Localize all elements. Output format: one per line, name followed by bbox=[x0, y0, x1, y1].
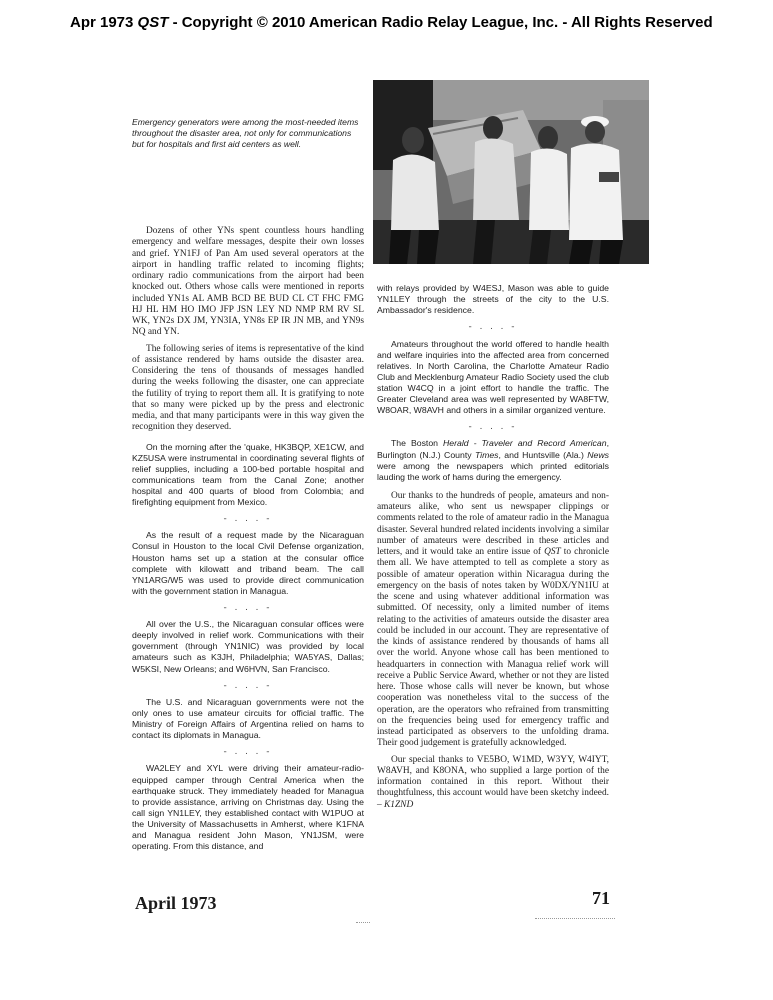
banner-magazine: QST bbox=[137, 14, 169, 31]
paragraph-relays: with relays provided by W4ESJ, Mason was able to guide YN1LEY through the streets of the city to the U.S. Ambassador's residence. bbox=[377, 283, 609, 316]
paragraph-special-thanks: Our special thanks to VE5BO, W1MD, W3YY, W4IYT, W8AVH, and K8ONA, who supplied a large portion of the information contained in this report. Without their thoughtfulness, this account would have been sketchy indeed. – K1ZND bbox=[377, 754, 609, 810]
left-column bbox=[132, 226, 364, 857]
copyright-banner bbox=[70, 14, 760, 31]
banner-rest: - Copyright © 2010 American Radio Relay League, Inc. - All Rights Reserved bbox=[172, 14, 713, 31]
author-signature: K1ZND bbox=[384, 799, 414, 810]
section-separator: - . . . - bbox=[223, 513, 273, 524]
paragraph-representative: The following series of items is representative of the kind of assistance rendered by hams outside the disaster area. Considering the tens of thousands of messages handled during the weeks following the disaster, one can appreciate the futility of trying to report them all. It is gratifying to note that so many were picked up by the press and electronic media, and that many participants were in this way given the recognition they deserved. bbox=[132, 343, 364, 433]
paragraph-morning-after-quake: On the morning after the 'quake, HK3BQP, XE1CW, and KZ5USA were instrumental in coordinating several flights of relief supplies, including a 100-bed portable hospital and communications team from the Canal Zone; another hospital and 400 quarts of blood from Colombia; and firefighting equipment from Mexico. bbox=[132, 441, 364, 507]
paragraph-governments: The U.S. and Nicaraguan governments were not the only ones to use amateur circuits for official traffic. The Ministry of Foreign Affairs of Argentina relied on hams to contact its diplomats in Managua. bbox=[132, 696, 364, 741]
page-number: 71 bbox=[592, 888, 610, 908]
paragraph-dozens: Dozens of other YNs spent countless hours handling emergency and welfare messages, despite their own losses and grief. YN1FJ of Pan Am used several operators at the airport in handling traffic related to incoming flights; ordinary radio communications from the airport had been knocked out. Others whose calls were mentioned in reports included YN1s AL AMB BCD BE BUD CL CT FHC FMG HJ HL HM HO IMO JFP JSN LEY ND NMP RM RV SL WK, YN2s DX JM, YN3IA, YN8s EP IR JN MB, and YN9s NQ and YN. bbox=[132, 226, 364, 338]
section-separator: - . . . - bbox=[223, 601, 273, 612]
paragraph-our-thanks: Our thanks to the hundreds of people, amateurs and non-amateurs alike, who sent us newspaper clippings or comments related to the role of amateur radio in the Managua disaster. Several hundred related incidents involving a similar number of amateurs were described in these articles and letters, and it would take an entire issue of QST to chronicle them all. We have attempted to tell as complete a story as possible of amateur operation within Nicaragua during the emergency on the basis of notes taken by W0DX/YN1IU at the scene and using whatever additional information was submitted. Of necessity, only a limited number of items relating to the activities of amateurs outside the disaster area could be included in our account. They are representative of the kinds of assistance rendered by thousands of hams all over the world. Anyone whose call has been mentioned to headquarters in connection with Managua relief work will receive a Public Service Award, whether or not they are listed here. Those whose calls will never be known, but whose cooperation was nonetheless vital to the success of the operation, are the operators who refrained from transmitting on the frequencies being used for emergency traffic and instead participated as observers to the unfolding drama. Their good judgement is gratefully acknowledged. bbox=[377, 490, 610, 749]
right-column bbox=[377, 283, 609, 816]
section-separator: - . . . - bbox=[468, 321, 518, 332]
paragraph-houston-consul: As the result of a request made by the Nicaraguan Consul in Houston to the local Civil Defense organization, Houston hams set up a station at the consular office complete with kilowatt and triband beam. The call YN1ARG/W5 was used to provide direct communication with the government station in Managua. bbox=[132, 530, 364, 596]
footer-dotted-mark bbox=[356, 922, 370, 923]
banner-date: Apr 1973 bbox=[70, 14, 134, 31]
footer-dotted-rule bbox=[535, 918, 615, 919]
issue-date: April 1973 bbox=[135, 893, 217, 913]
paragraph-consular-offices: All over the U.S., the Nicaraguan consular offices were deeply involved in relief work. Communications with their government (through YN1NIC) was provided by local amateurs such as K3JH, Philadelphia; WA5YAS, Dallas; W5KSI, New Orleans; and W6HVN, San Francisco. bbox=[132, 619, 364, 674]
photo-caption: Emergency generators were among the most-needed items throughout the disaster area, not only for communications but for hospitals and first aid centers as well. bbox=[132, 117, 359, 149]
paragraph-newspapers: The Boston Herald - Traveler and Record American, Burlington (N.J.) County Times, and Huntsville (Ala.) News were among the newspapers which printed editorials lauding the work of hams during the emergency. bbox=[377, 438, 609, 482]
paragraph-wa2ley: WA2LEY and XYL were driving their amateur-radio-equipped camper through Central America when the earthquake struck. They immediately headed for Managua to provide assistance, arriving on Christmas day. Using the call sign YN1LEY, they established contact with W1PUO at the University of Massachusetts in Amherst, where K1FNA and Managua resident John Mason, YN1JSM, were operating. From this distance, and bbox=[132, 763, 364, 852]
news-photo bbox=[373, 80, 649, 264]
section-separator: - . . . - bbox=[468, 421, 518, 432]
section-separator: - . . . - bbox=[223, 679, 273, 690]
section-separator: - . . . - bbox=[223, 746, 273, 757]
photo-illustration bbox=[373, 80, 649, 264]
paragraph-health-welfare: Amateurs throughout the world offered to handle health and welfare inquiries into the affected area from concerned relatives. In North Carolina, the Charlotte Amateur Radio Club and Mecklenburg Amateur Radio Society used the club station W4CQ in a joint effort to handle the traffic. The Greater Cleveland area was well represented by WA8FTW, W8OAR, W8AVH and others in a similar organized venture. bbox=[377, 338, 609, 416]
